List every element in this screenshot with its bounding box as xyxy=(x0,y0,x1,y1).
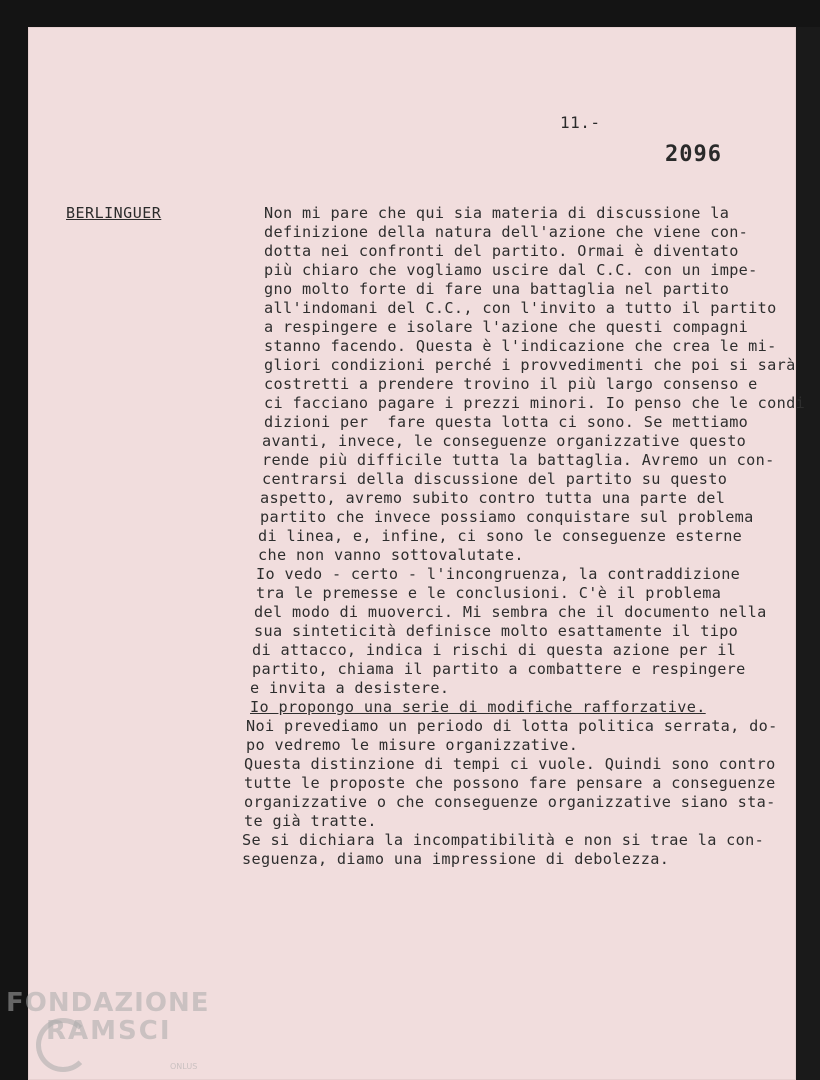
document-page xyxy=(28,27,796,1080)
text-line: gliori condizioni perché i provvedimenti che poi si sarà xyxy=(264,356,796,374)
text-line: Questa distinzione di tempi ci vuole. Quindi sono contro xyxy=(244,755,776,773)
text-line: Noi prevediamo un periodo di lotta politica serrata, do- xyxy=(246,717,778,735)
text-line: di attacco, indica i rischi di questa azione per il xyxy=(252,641,737,659)
text-line: costretti a prendere trovino il più largo consenso e xyxy=(264,375,758,393)
watermark-line-2: RAMSCI xyxy=(46,1016,172,1046)
text-line: a respingere e isolare l'azione che questi compagni xyxy=(264,318,749,336)
text-line: po vedremo le misure organizzative. xyxy=(246,736,579,754)
text-line: centrarsi della discussione del partito su questo xyxy=(262,470,728,488)
text-line: avanti, invece, le conseguenze organizzative questo xyxy=(262,432,747,450)
text-line: ci facciano pagare i prezzi minori. Io penso che le condi xyxy=(264,394,806,412)
text-line: gno molto forte di fare una battaglia nel partito xyxy=(264,280,730,298)
text-line: aspetto, avremo subito contro tutta una parte del xyxy=(260,489,726,507)
text-line: di linea, e, infine, ci sono le conseguenze esterne xyxy=(258,527,743,545)
text-line: che non vanno sottovalutate. xyxy=(258,546,524,564)
text-line: sua sinteticità definisce molto esattamente il tipo xyxy=(254,622,739,640)
text-line: rende più difficile tutta la battaglia. Avremo un con- xyxy=(262,451,775,469)
text-line: del modo di muoverci. Mi sembra che il documento nella xyxy=(254,603,767,621)
text-line: tra le premesse e le conclusioni. C'è il problema xyxy=(256,584,722,602)
text-line: all'indomani del C.C., con l'invito a tutto il partito xyxy=(264,299,777,317)
speaker-name: BERLINGUER xyxy=(66,204,162,222)
text-line: dizioni per fare questa lotta ci sono. Se mettiamo xyxy=(264,413,749,431)
text-line: partito, chiama il partito a combattere e respingere xyxy=(252,660,746,678)
text-line: e invita a desistere. xyxy=(250,679,450,697)
text-line: organizzative o che conseguenze organizzative siano sta- xyxy=(244,793,776,811)
text-line: Non mi pare che qui sia materia di discussione la xyxy=(264,204,730,222)
text-line: dotta nei confronti del partito. Ormai è diventato xyxy=(264,242,739,260)
text-line: tutte le proposte che possono fare pensare a conseguenze xyxy=(244,774,776,792)
text-line: partito che invece possiamo conquistare sul problema xyxy=(260,508,754,526)
underlined-proposal-line: Io propongo una serie di modifiche rafforzative. xyxy=(250,698,706,716)
text-line: definizione della natura dell'azione che viene con- xyxy=(264,223,749,241)
text-line: stanno facendo. Questa è l'indicazione che crea le mi- xyxy=(264,337,777,355)
text-line: più chiaro che vogliamo uscire dal C.C. con un impe- xyxy=(264,261,758,279)
scan-border xyxy=(796,27,820,1080)
text-line: seguenza, diamo una impressione di debolezza. xyxy=(242,850,670,868)
page-number: 11.- xyxy=(560,113,601,132)
text-line: te già tratte. xyxy=(244,812,377,830)
watermark-line-3: ONLUS xyxy=(170,1062,198,1071)
text-line: Se si dichiara la incompatibilità e non si trae la con- xyxy=(242,831,765,849)
watermark-line-1: FONDAZIONE xyxy=(6,988,210,1018)
text-line: Io vedo - certo - l'incongruenza, la contraddizione xyxy=(256,565,741,583)
stamp-number: 2096 xyxy=(665,142,722,167)
watermark-g-logo-icon xyxy=(36,1018,90,1072)
